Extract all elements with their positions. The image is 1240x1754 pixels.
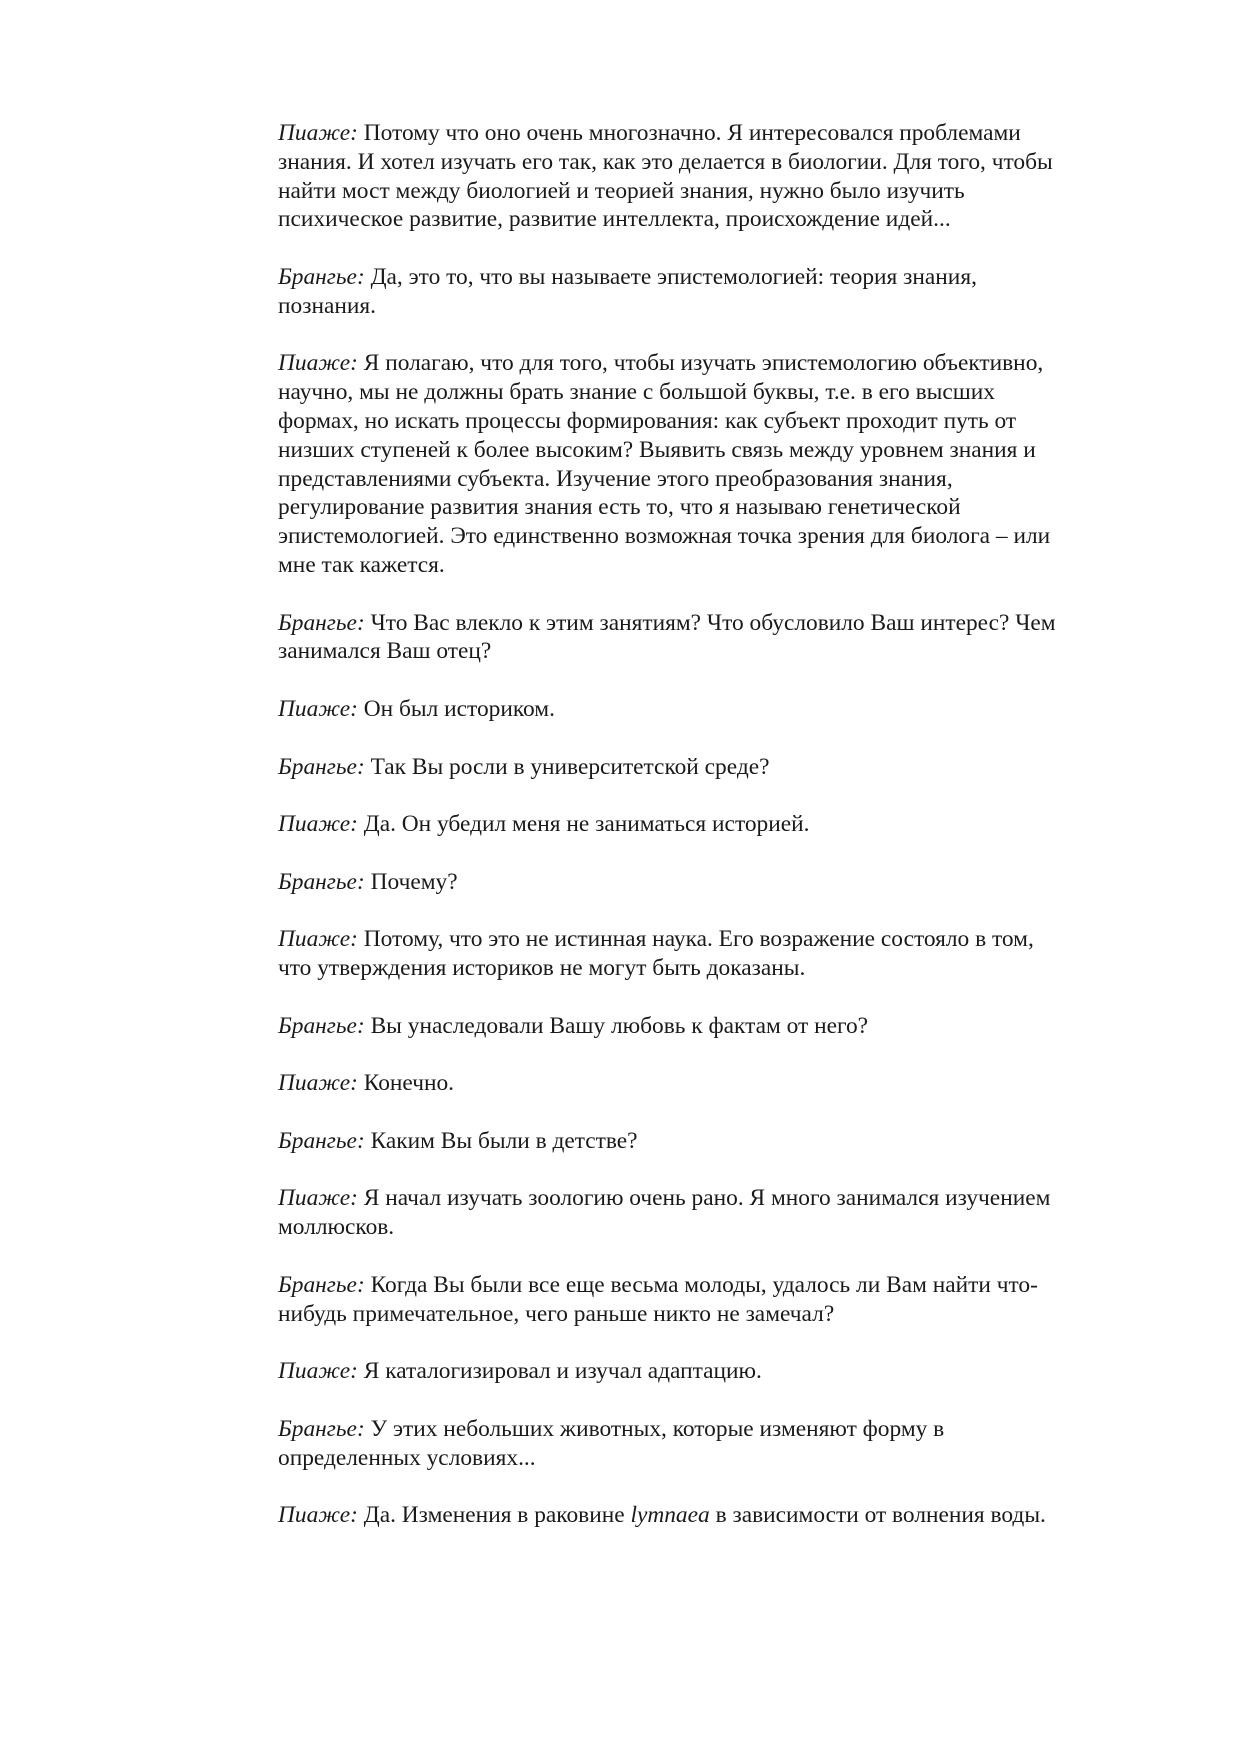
speaker-label: Пиаже:	[278, 811, 358, 838]
dialogue-paragraph	[278, 119, 1058, 234]
speaker-label: Брангье:	[278, 868, 365, 895]
dialogue-paragraph	[278, 868, 1058, 897]
dialogue-paragraph	[278, 695, 1058, 724]
speaker-label: Брангье:	[278, 1271, 365, 1298]
paragraph-text: Потому, что это не истинная наука. Его возражение состояло в том, что утверждения историков не могут быть доказаны.	[278, 926, 1034, 982]
dialogue-paragraph	[278, 753, 1058, 782]
speaker-label: Пиаже:	[278, 926, 358, 953]
dialogue-paragraph	[278, 349, 1058, 579]
paragraph-text: Потому что оно очень многозначно. Я интересовался проблемами знания. И хотел изучать его так, как это делается в биологии. Для того, чтобы найти мост между биологией и теорией знания, нужно было изучить психическое развитие, развитие интеллекта, происхождение идей...	[278, 120, 1053, 233]
latin-term: lymnaea	[630, 1502, 710, 1529]
dialogue-paragraph	[278, 1127, 1058, 1156]
dialogue-paragraph	[278, 810, 1058, 839]
dialogue-paragraph	[278, 1271, 1058, 1329]
paragraph-text: Я полагаю, что для того, чтобы изучать эпистемологию объективно, научно, мы не должны брать знание с большой буквы, т.е. в его высших формах, но искать процессы формирования: как субъект проходит путь от низших ступеней к более высоким? Выявить связь между уровнем знания и представлениями субъекта. Изучение этого преобразования знания, регулирование развития знания есть то, что я называю генетической эпистемологией. Это единственно возможная точка зрения для биолога – или мне так кажется.	[278, 350, 1051, 578]
speaker-label: Брангье:	[278, 263, 365, 290]
dialogue-paragraph-last	[278, 1501, 1058, 1530]
speaker-label: Пиаже:	[278, 350, 358, 377]
paragraph-text: в зависимости от волнения воды.	[709, 1502, 1046, 1529]
paragraph-text: У этих небольших животных, которые изменяют форму в определенных условиях...	[278, 1415, 945, 1471]
dialogue-text	[278, 119, 1058, 1559]
dialogue-paragraph	[278, 1415, 1058, 1473]
speaker-label: Брангье:	[278, 1127, 365, 1154]
speaker-label: Пиаже:	[278, 1185, 358, 1212]
paragraph-text: Конечно.	[357, 1070, 455, 1097]
paragraph-text: Да. Он убедил меня не заниматься историей.	[357, 811, 810, 838]
paragraph-text: Он был историком.	[357, 695, 555, 722]
dialogue-paragraph	[278, 925, 1058, 983]
paragraph-text: Что Вас влекло к этим занятиям? Что обусловило Ваш интерес? Чем занимался Ваш отец?	[278, 609, 1056, 665]
speaker-label: Пиаже:	[278, 120, 358, 146]
paragraph-text: Я каталогизировал и изучал адаптацию.	[357, 1358, 762, 1385]
paragraph-text: Почему?	[364, 868, 458, 895]
dialogue-paragraph	[278, 1012, 1058, 1041]
paragraph-text: Так Вы росли в университетской среде?	[364, 753, 770, 780]
speaker-label: Пиаже:	[278, 1502, 358, 1529]
dialogue-paragraph	[278, 1184, 1058, 1242]
speaker-label: Брангье:	[278, 753, 365, 780]
dialogue-paragraph	[278, 263, 1058, 321]
speaker-label: Брангье:	[278, 1012, 365, 1039]
speaker-label: Брангье:	[278, 1415, 365, 1442]
paragraph-text: Я начал изучать зоологию очень рано. Я много занимался изучением моллюсков.	[278, 1185, 1051, 1241]
speaker-label: Пиаже:	[278, 1358, 358, 1385]
speaker-label: Пиаже:	[278, 1070, 358, 1097]
dialogue-paragraph	[278, 609, 1058, 667]
paragraph-text: Да. Изменения в раковине	[357, 1502, 631, 1529]
paragraph-text: Каким Вы были в детстве?	[364, 1127, 638, 1154]
speaker-label: Брангье:	[278, 609, 365, 636]
speaker-label: Пиаже:	[278, 695, 358, 722]
paragraph-text: Да, это то, что вы называете эпистемологией: теория знания, познания.	[278, 263, 977, 319]
dialogue-paragraph	[278, 1069, 1058, 1098]
paragraph-text: Вы унаследовали Вашу любовь к фактам от него?	[364, 1012, 869, 1039]
dialogue-paragraph	[278, 1357, 1058, 1386]
paragraph-text: Когда Вы были все еще весьма молоды, удалось ли Вам найти что-нибудь примечательное, чего раньше никто не замечал?	[278, 1271, 1038, 1327]
